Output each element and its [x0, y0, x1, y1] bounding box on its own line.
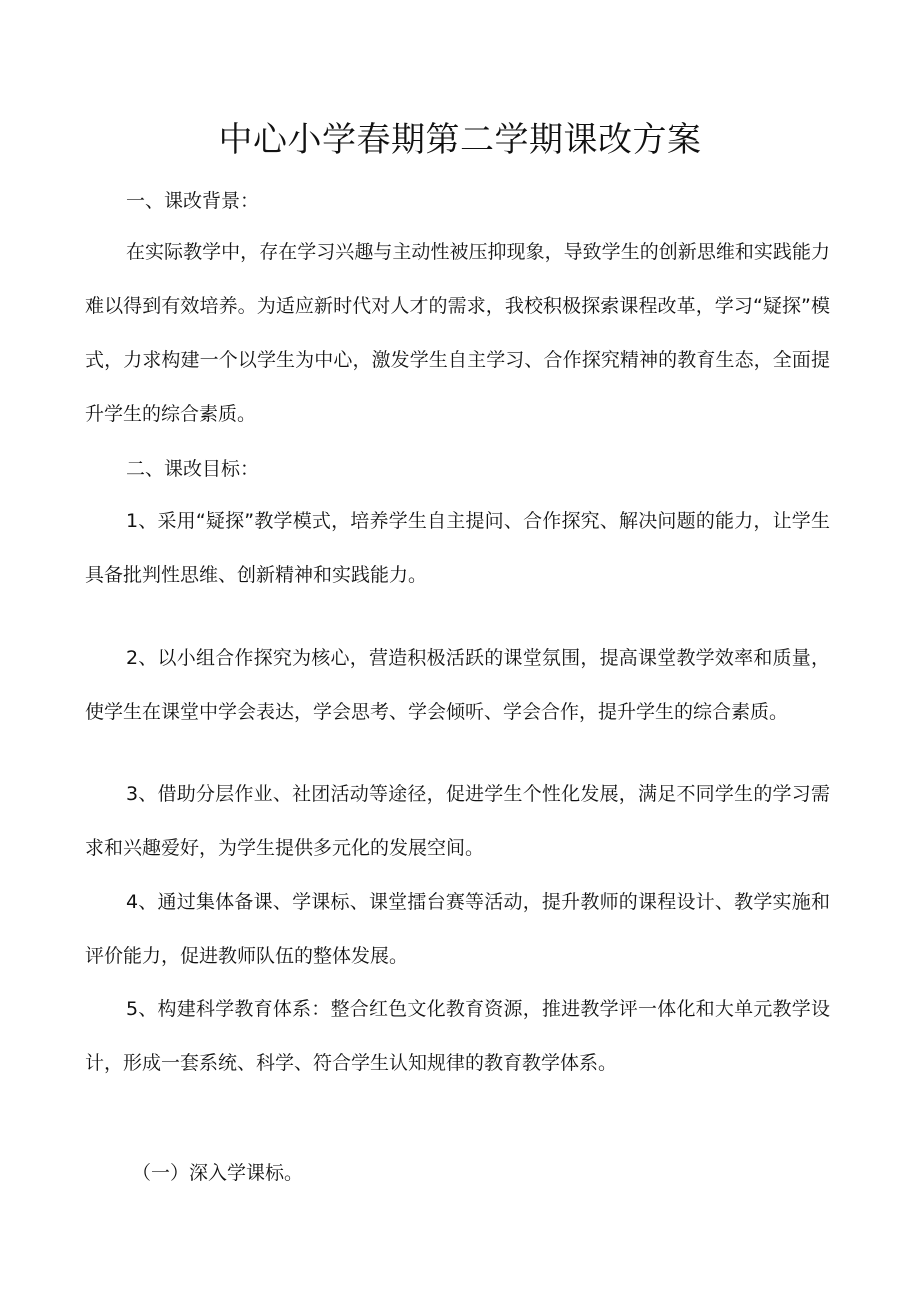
- goal-item-1: 1、采用“疑探”教学模式，培养学生自主提问、合作探究、解决问题的能力，让学生具备批判性思维、创新精神和实践能力。: [85, 510, 830, 586]
- goal-item-2: 2、以小组合作探究为核心，营造积极活跃的课堂氛围，提高课堂教学效率和质量，使学生在课堂中学会表达，学会思考、学会倾听、学会合作，提升学生的综合素质。: [85, 647, 830, 723]
- goal-item-3: 3、借助分层作业、社团活动等途径，促进学生个性化发展，满足不同学生的学习需求和兴趣爱好，为学生提供多元化的发展空间。: [85, 783, 830, 859]
- subsection-heading: （一）深入学课标。: [132, 1162, 304, 1184]
- goal-item-4: 4、通过集体备课、学课标、课堂擂台赛等活动，提升教师的课程设计、教学实施和评价能力，促进教师队伍的整体发展。: [85, 891, 830, 967]
- background-paragraph: 在实际教学中，存在学习兴趣与主动性被压抑现象，导致学生的创新思维和实践能力难以得到有效培养。为适应新时代对人才的需求，我校积极探索课程改革，学习“疑探”模式，力求构建一个以学生为中心，激发学生自主学习、合作探究精神的教育生态，全面提升学生的综合素质。: [85, 241, 830, 425]
- goal-item-5: 5、构建科学教育体系：整合红色文化教育资源，推进教学评一体化和大单元教学设计，形成一套系统、科学、符合学生认知规律的教育教学体系。: [85, 998, 830, 1074]
- document-title: 中心小学春期第二学期课改方案: [218, 120, 702, 160]
- section-heading-goals: 二、课改目标：: [126, 458, 260, 480]
- section-heading-background: 一、课改背景：: [126, 190, 260, 212]
